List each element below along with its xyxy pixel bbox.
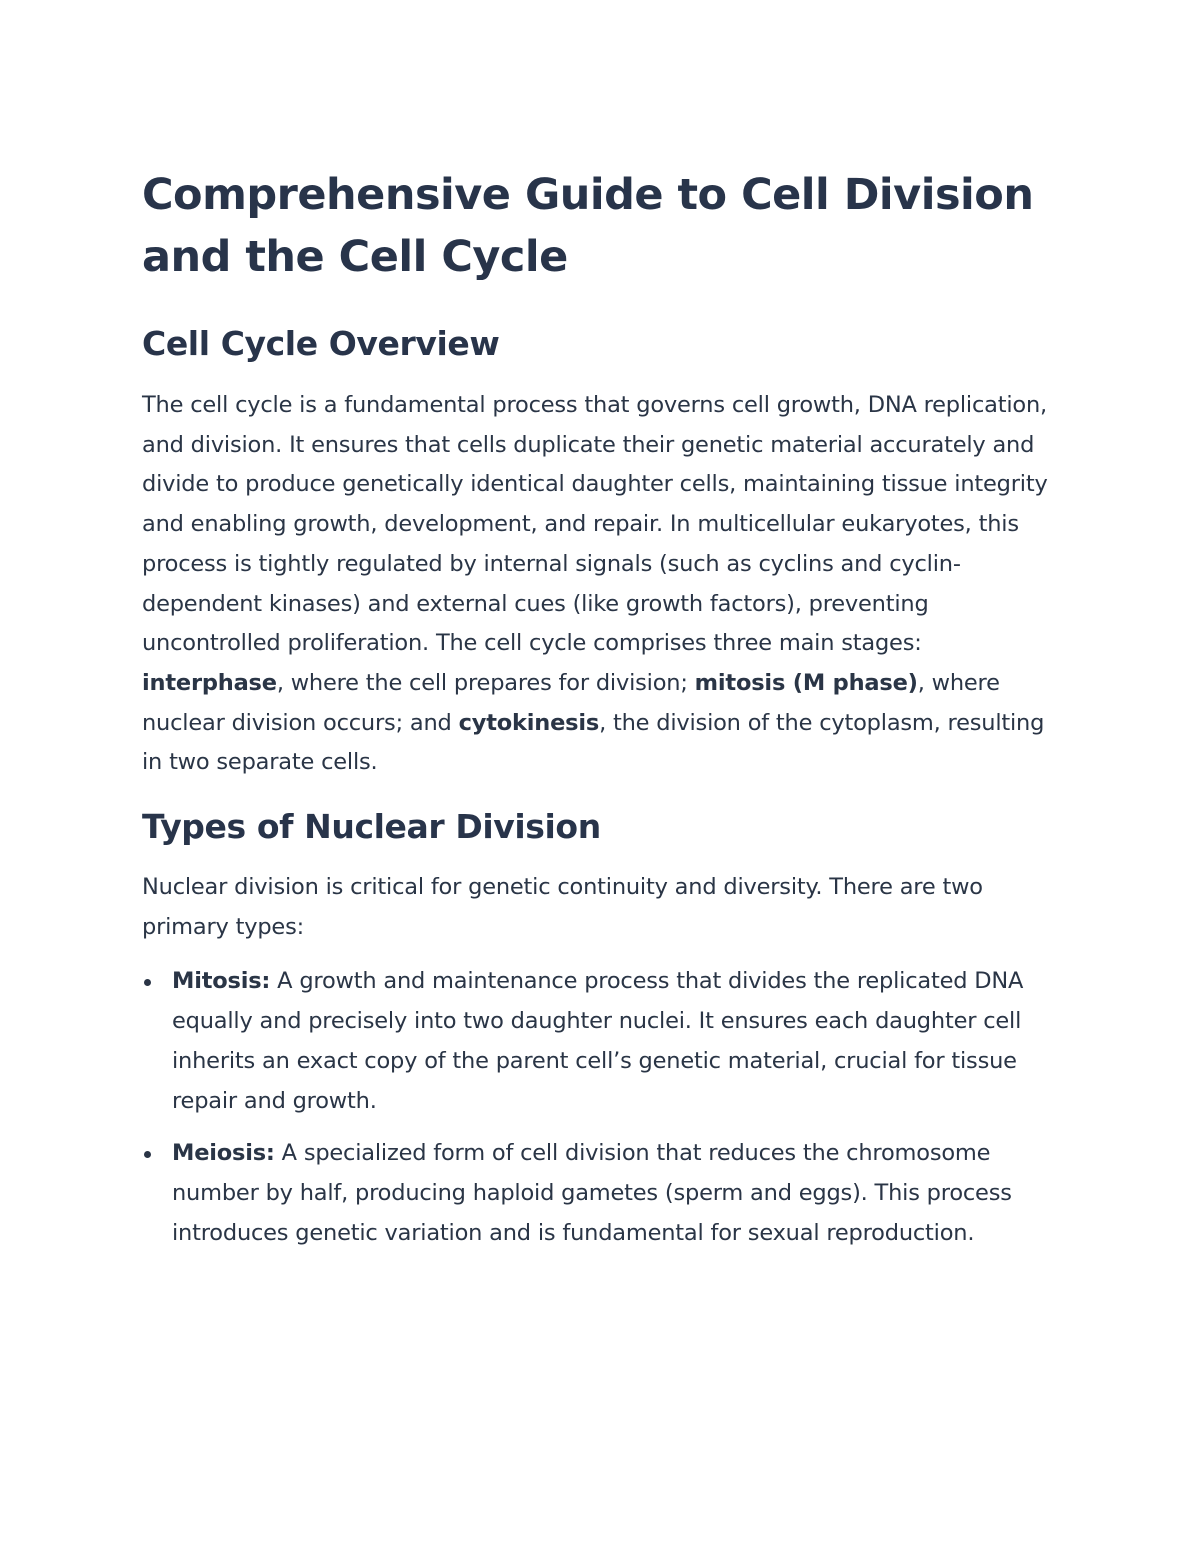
overview-text-3: , where nuclear division occurs; and — [142, 669, 1000, 736]
nuclear-division-intro: Nuclear division is critical for genetic continuity and diversity. There are two primary types: — [142, 874, 983, 940]
term-mitosis: mitosis (M phase) — [694, 669, 918, 696]
overview-text-4: , the division of the cytoplasm, resulting in two separate cells. — [142, 709, 1045, 776]
list-item-text: A growth and maintenance process that divides the replicated DNA equally and precisely into two daughter nuclei. It ensures each daughter cell inherits an exact copy of the parent cell’s genetic material, crucial for tissue repair and growth. — [172, 968, 1024, 1115]
nuclear-division-list — [142, 961, 1070, 1253]
bullet-dot-icon — [144, 1151, 151, 1158]
list-item-mitosis — [142, 961, 1070, 1121]
bullet-dot-icon — [144, 979, 151, 986]
section-heading-cell-cycle-overview: Cell Cycle Overview — [142, 324, 500, 363]
term-interphase: interphase — [142, 669, 277, 696]
list-item-term: Mitosis: — [172, 968, 271, 995]
overview-paragraph — [142, 386, 1070, 783]
section-heading-types-of-nuclear-division: Types of Nuclear Division — [142, 807, 601, 847]
list-item-term: Meiosis: — [172, 1140, 275, 1167]
overview-text-1: The cell cycle is a fundamental process that governs cell growth, DNA replication, and division. It ensures that cells duplicate their genetic material accurately and divide to produce genetically identical daughter cells, maintaining tissue integrity and enabling growth, development, and repair. In multicellular eukaryotes, this process is tightly regulated by internal signals (such as cyclins and cyclin-dependent kinases) and external cues (like growth factors), preventing uncontrolled proliferation. The cell cycle comprises three main stages: — [142, 392, 1048, 657]
page-title: Comprehensive Guide to Cell Division and the Cell Cycle — [142, 170, 1034, 282]
list-item-meiosis — [142, 1133, 1070, 1253]
overview-text-2: , where the cell prepares for division; — [276, 669, 695, 696]
term-cytokinesis: cytokinesis — [458, 709, 600, 736]
list-item-text: A specialized form of cell division that reduces the chromosome number by half, producing haploid gametes (sperm and eggs). This process introduces genetic variation and is fundamental for sexual reproduction. — [172, 1140, 1012, 1247]
